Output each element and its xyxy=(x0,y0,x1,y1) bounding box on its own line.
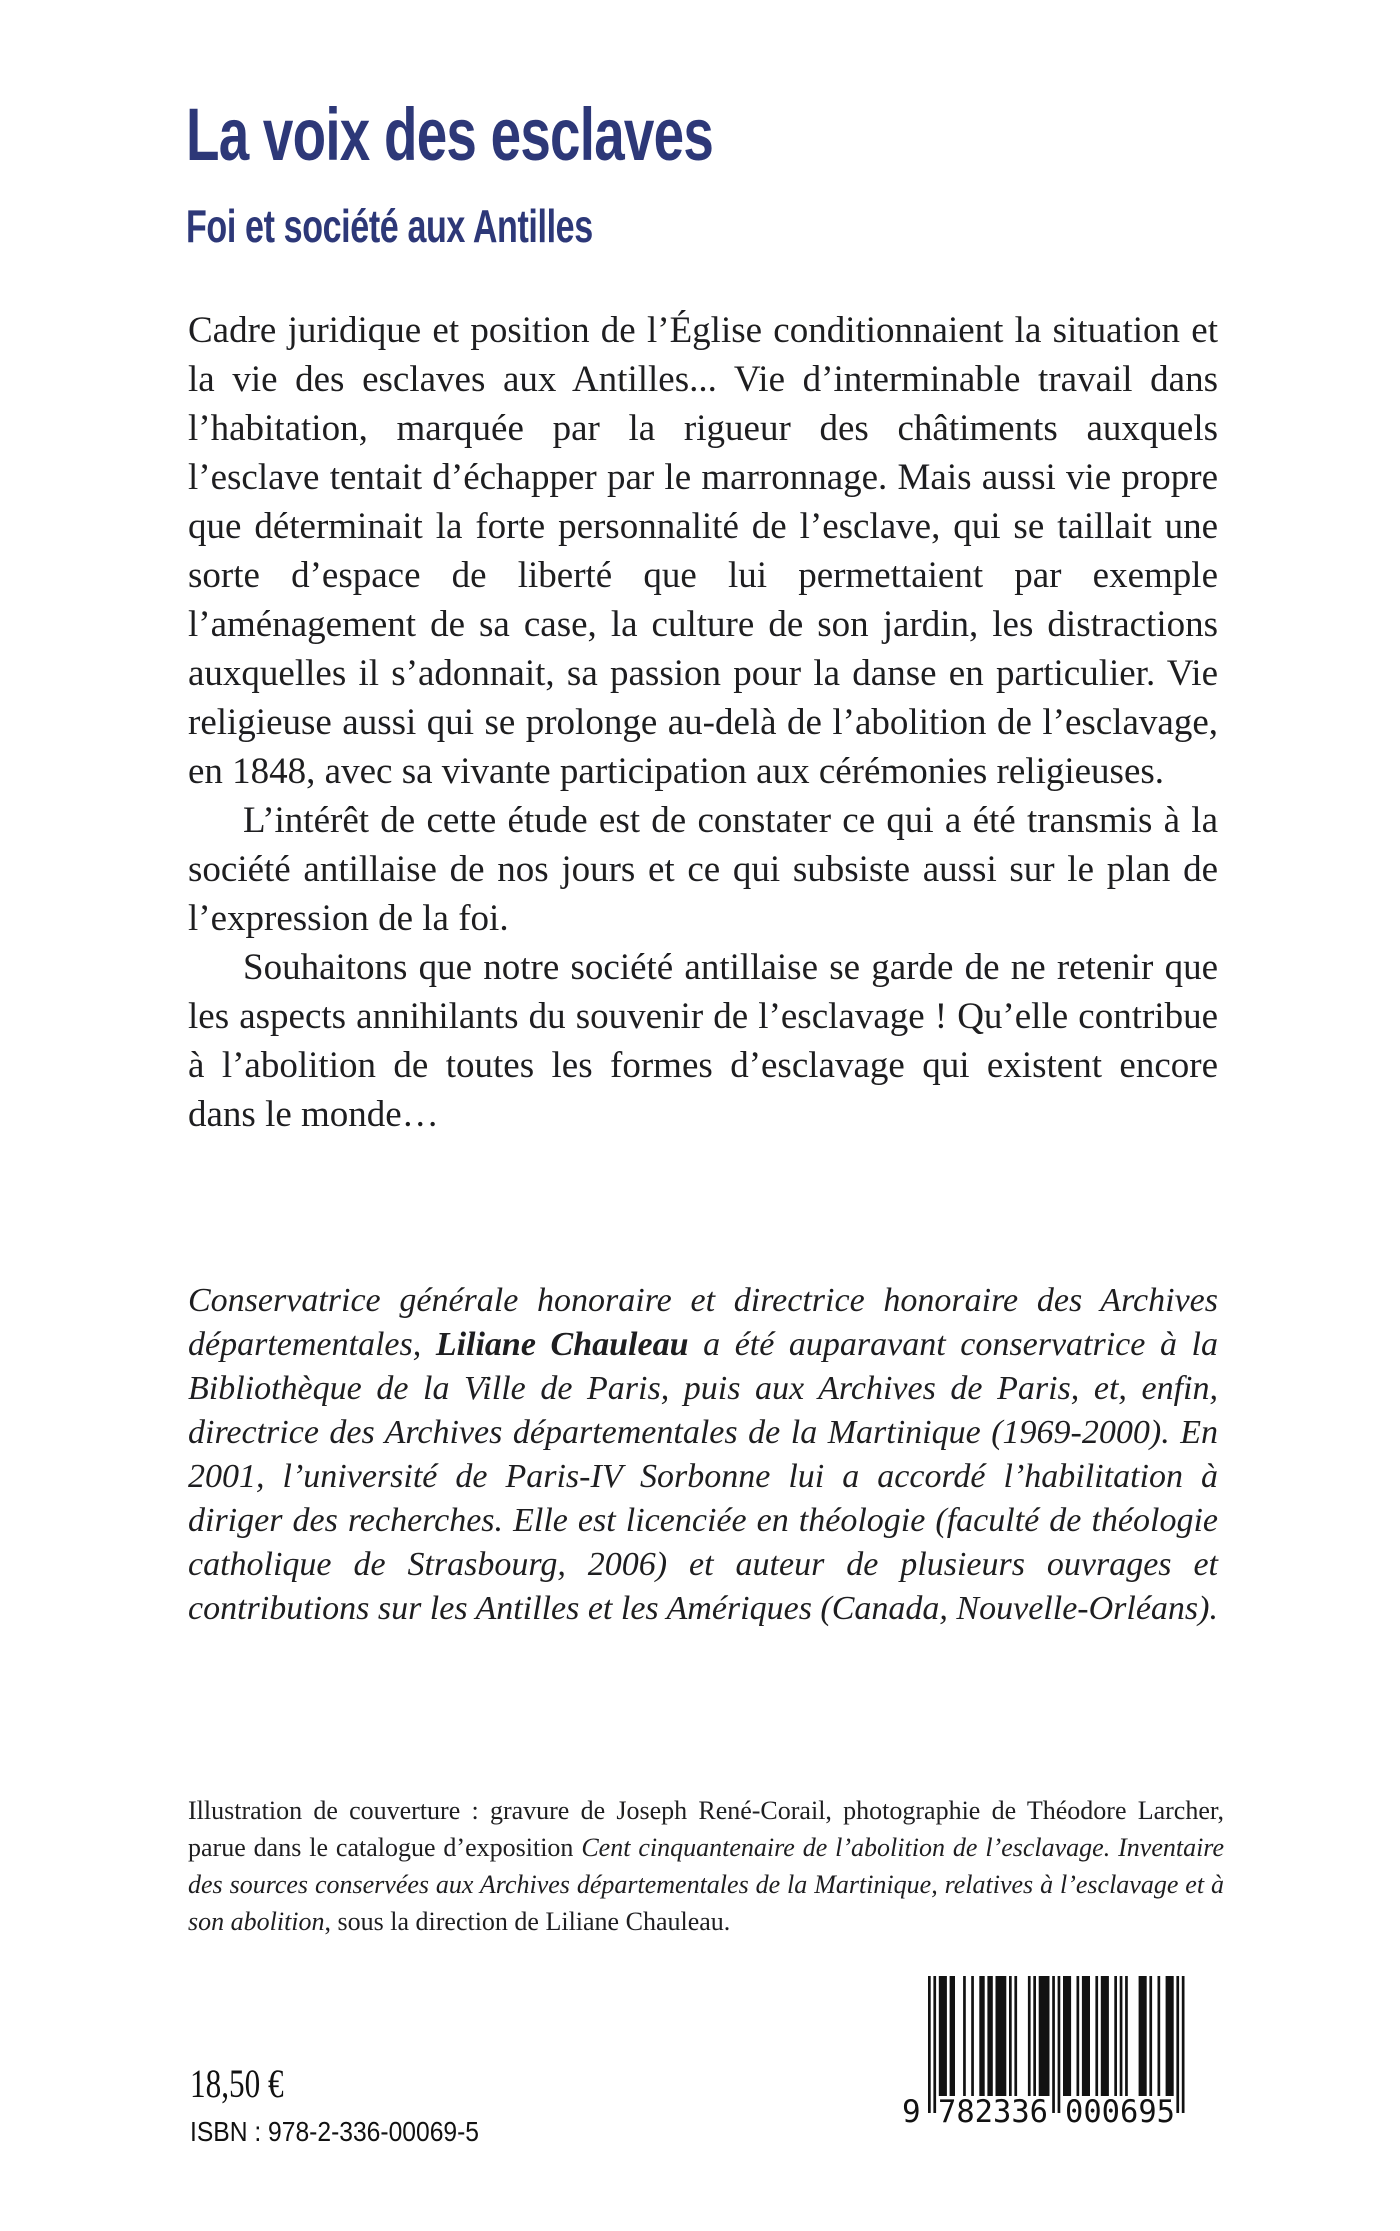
author-name: Liliane Chauleau xyxy=(435,1326,689,1363)
barcode-bars xyxy=(898,1974,1190,2128)
barcode-digits: 782336 xyxy=(938,2094,1048,2128)
cover-illustration-credit xyxy=(188,1792,1224,1940)
synopsis-paragraph: Souhaitons que notre société antillaise se garde de ne retenir que les aspects annihilants du souvenir de l’esclavage ! Qu’elle contribue à l’abolition de toutes les formes d’esclavage qui existent encore dans le monde… xyxy=(188,947,1218,1135)
credit-catalog-title: Cent cinquantenaire de l’abolition de l’esclavage. Inventaire des sources conservées aux Archives départementales de la Martinique, relatives à l’esclavage et à son abolition xyxy=(188,1833,1225,1936)
credit-text: Illustration de couverture : gravure de Joseph René-Corail, photographie de Théodore Larcher, parue dans le catalogue d’exposition xyxy=(188,1796,1224,1862)
author-bio xyxy=(188,1279,1218,1631)
price-label: 18,50 € xyxy=(190,2061,284,2106)
bio-text: Conservatrice générale honoraire et directrice honoraire des Archives départementales, xyxy=(188,1282,1218,1363)
ean13-barcode xyxy=(898,1974,1190,2128)
credit-text: , sous la direction de Liliane Chauleau. xyxy=(324,1907,731,1936)
bio-text: a été auparavant conservatrice à la Bibliothèque de la Ville de Paris, puis aux Archives de Paris, et, enfin, directrice des Archives départementales de la Martinique (1969-2000). En 2001, l’université de Paris-IV Sorbonne lui a accordé l’habilitation à diriger des recherches. Elle est licenciée en théologie (faculté de théologie catholique de Strasbourg, 2006) et auteur de plusieurs ouvrages et contributions sur les Antilles et les Amériques (Canada, Nouvelle-Orléans). xyxy=(188,1326,1218,1627)
barcode-digits: 9 xyxy=(902,2094,921,2128)
isbn-label: ISBN : 978-2-336-00069-5 xyxy=(190,2116,480,2147)
synopsis-paragraph: Cadre juridique et position de l’Église conditionnaient la situation et la vie des esclaves aux Antilles... Vie d’interminable travail dans l’habitation, marquée par la rigueur des châtiments auxquels l’esclave tentait d’échapper par le marronnage. Mais aussi vie propre que déterminait la forte personnalité de l’esclave, qui se taillait une sorte d’espace de liberté que lui permettaient par exemple l’aménagement de sa case, la culture de son jardin, les distractions auxquelles il s’adonnait, sa passion pour la danse en particulier. Vie religieuse aussi qui se prolonge au-delà de l’abolition de l’esclavage, en 1848, avec sa vivante participation aux cérémonies religieuses. xyxy=(188,310,1218,792)
book-title: La voix des esclaves xyxy=(186,93,714,176)
synopsis-paragraph: L’intérêt de cette étude est de constater ce qui a été transmis à la société antillaise de nos jours et ce qui subsiste aussi sur le plan de l’expression de la foi. xyxy=(188,800,1218,939)
barcode-digits: 000695 xyxy=(1065,2094,1175,2128)
synopsis xyxy=(188,306,1218,1139)
book-subtitle: Foi et société aux Antilles xyxy=(186,200,593,252)
